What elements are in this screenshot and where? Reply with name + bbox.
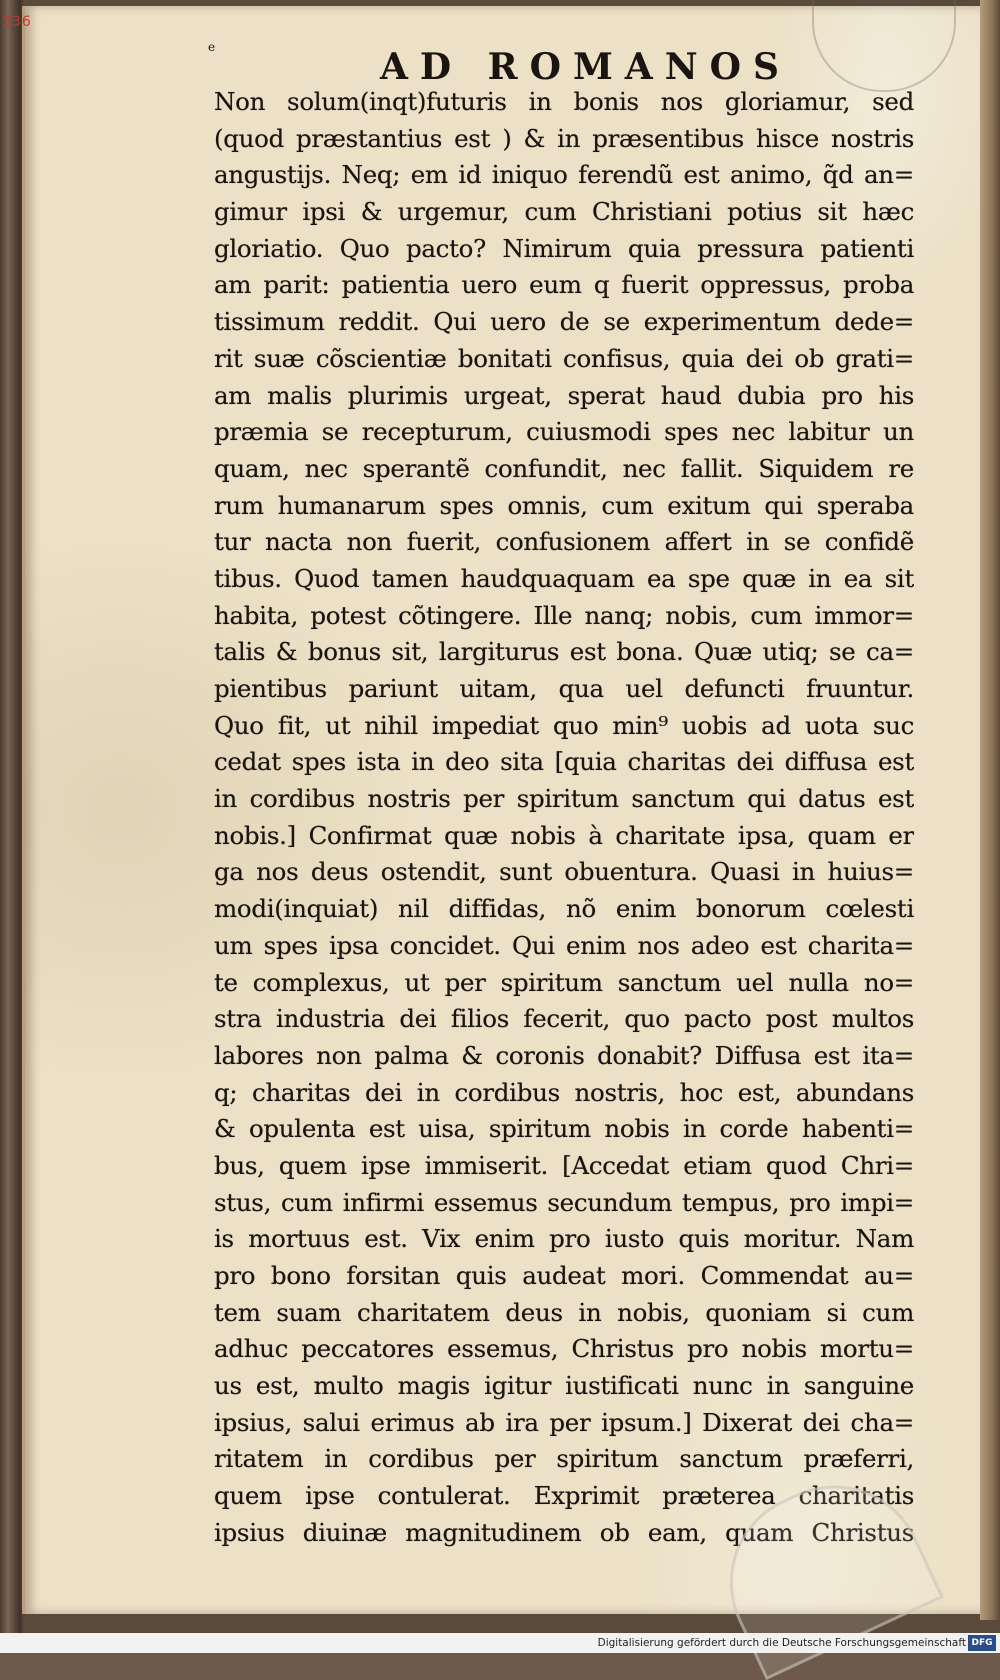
funding-credit: Digitalisierung gefördert durch die Deutsche Forschungsgemeinschaft: [597, 1637, 966, 1649]
text-line: Quo fit, ut nihil impediat quo min⁹ uobis ad uota suc: [214, 710, 914, 740]
text-line: pro bono forsitan quis audeat mori. Commendat au=: [214, 1261, 914, 1290]
text-line: quem ipse contulerat. Exprimit præterea charitatis: [214, 1481, 914, 1511]
text-line: labores non palma & coronis donabit? Diffusa est ita=: [214, 1040, 914, 1070]
text-line: ipsius, salui erimus ab ira per ipsum.] Dixerat dei cha=: [214, 1407, 914, 1437]
text-line: gloriatio. Quo pacto? Nimirum quia pressura patienti: [214, 233, 914, 263]
text-line: rum humanarum spes omnis, cum exitum qui speraba: [214, 490, 914, 520]
dfg-logo: DFG: [968, 1635, 996, 1651]
text-line: tissimum reddit. Qui uero de se experimentum dede=: [214, 307, 914, 337]
text-line: adhuc peccatores essemus, Christus pro nobis mortu=: [214, 1334, 914, 1364]
text-line: quam, nec sperantẽ confundit, nec fallit. Siquidem re: [214, 453, 914, 483]
text-line: am parit: patientia uero eum q fuerit oppressus, proba: [214, 270, 914, 300]
text-line: præmia se recepturum, cuiusmodi spes nec labitur un: [214, 417, 914, 447]
text-line: ipsius diuinæ magnitudinem ob eam, quam Christus: [214, 1517, 914, 1547]
text-line: ritatem in cordibus per spiritum sanctum præferri,: [214, 1444, 914, 1474]
text-line: modi(inquiat) nil diffidas, nõ enim bonorum cœlesti: [214, 894, 914, 924]
text-line: stus, cum infirmi essemus secundum tempus, pro impi=: [214, 1187, 914, 1217]
body-text: [214, 84, 914, 1552]
text-line: um spes ipsa concidet. Qui enim nos adeo est charita=: [214, 930, 914, 960]
text-line: tibus. Quod tamen haudquaquam ea spe quæ in ea sit: [214, 563, 914, 593]
text-line: in cordibus nostris per spiritum sanctum qui datus est: [214, 784, 914, 814]
text-line: q; charitas dei in cordibus nostris, hoc est, abundans: [214, 1077, 914, 1107]
signature-mark: e: [208, 40, 216, 54]
text-line: bus, quem ipse immiserit. [Accedat etiam quod Chri=: [214, 1150, 914, 1180]
text-line: rit suæ cõscientiæ bonitati confisus, quia dei ob grati=: [214, 343, 914, 373]
text-line: gimur ipsi & urgemur, cum Christiani potius sit hæc: [214, 197, 914, 227]
text-line: ga nos deus ostendit, sunt obuentura. Quasi in huius=: [214, 857, 914, 887]
text-line: am malis plurimis urgeat, sperat haud dubia pro his: [214, 380, 914, 410]
text-line: cedat spes ista in deo sita [quia charitas dei diffusa est: [214, 747, 914, 777]
text-line: (quod præstantius est ) & in præsentibus hisce nostris: [214, 123, 914, 153]
running-head: AD ROMANOS: [380, 46, 792, 88]
text-line: is mortuus est. Vix enim pro iusto quis moritur. Nam: [214, 1224, 914, 1254]
text-line: & opulenta est uisa, spiritum nobis in corde habenti=: [214, 1114, 914, 1144]
page-number-stamp: 336: [2, 14, 32, 30]
text-line: Non solum(inqt)futuris in bonis nos gloriamur, sed: [214, 87, 914, 116]
text-line: stra industria dei filios fecerit, quo pacto post multos: [214, 1004, 914, 1034]
text-line: talis & bonus sit, largiturus est bona. Quæ utiq; se ca=: [214, 637, 914, 667]
text-line: pientibus pariunt uitam, qua uel defuncti fruuntur.: [214, 674, 914, 703]
text-line: tur nacta non fuerit, confusionem affert in se confidẽ: [214, 527, 914, 557]
text-line: te complexus, ut per spiritum sanctum uel nulla no=: [214, 967, 914, 997]
text-line: nobis.] Confirmat quæ nobis à charitate ipsa, quam er: [214, 820, 914, 850]
text-line: habita, potest cõtingere. Ille nanq; nobis, cum immor=: [214, 600, 914, 630]
page-edge: [980, 0, 1000, 1620]
text-line: angustijs. Neq; em id iniquo ferendũ est animo, q̃d an=: [214, 160, 914, 190]
text-line: us est, multo magis igitur iustificati nunc in sanguine: [214, 1371, 914, 1401]
text-line: tem suam charitatem deus in nobis, quoniam si cum: [214, 1297, 914, 1327]
